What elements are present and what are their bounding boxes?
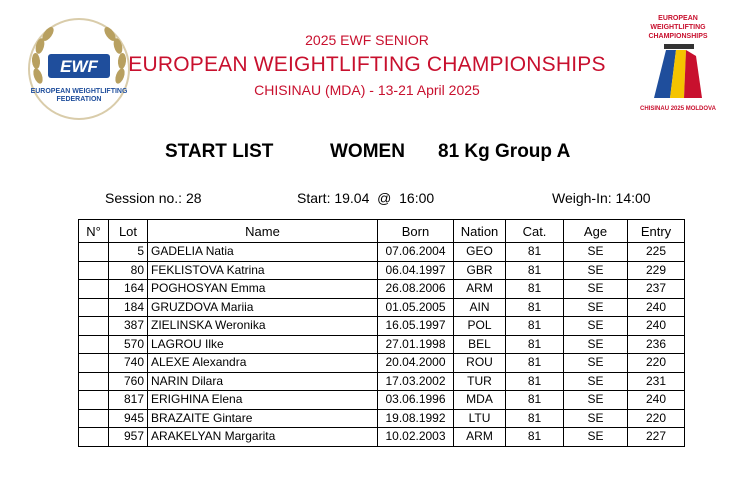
category-heading: 81 Kg Group A	[438, 141, 571, 162]
cell-cat: 81	[506, 298, 564, 317]
col-header-age: Age	[564, 220, 628, 243]
cell-born: 06.04.1997	[378, 261, 454, 280]
cell-entry: 240	[628, 298, 685, 317]
cell-entry: 240	[628, 391, 685, 410]
cell-entry: 220	[628, 409, 685, 428]
cell-entry: 229	[628, 261, 685, 280]
cell-lot: 570	[109, 335, 148, 354]
start-list-heading: START LIST	[165, 141, 274, 162]
cell-name: NARIN Dilara	[148, 372, 378, 391]
table-row	[79, 317, 685, 336]
col-header-name: Name	[148, 220, 378, 243]
cell-cat: 81	[506, 261, 564, 280]
cell-nation: BEL	[454, 335, 506, 354]
cell-name: FEKLISTOVA Katrina	[148, 261, 378, 280]
cell-lot: 760	[109, 372, 148, 391]
cell-age: SE	[564, 335, 628, 354]
cell-lot: 387	[109, 317, 148, 336]
cell-born: 17.03.2002	[378, 372, 454, 391]
cell-no	[79, 409, 109, 428]
cell-cat: 81	[506, 243, 564, 262]
event-location: CHISINAU (MDA) - 13-21 April 2025	[254, 82, 480, 98]
cell-born: 10.02.2003	[378, 428, 454, 447]
table-row	[79, 391, 685, 410]
cell-no	[79, 391, 109, 410]
cell-cat: 81	[506, 428, 564, 447]
championship-logo	[634, 14, 722, 118]
cell-lot: 957	[109, 428, 148, 447]
cell-no	[79, 335, 109, 354]
cell-name: GRUZDOVA Mariia	[148, 298, 378, 317]
cell-born: 07.06.2004	[378, 243, 454, 262]
cell-lot: 945	[109, 409, 148, 428]
cell-nation: ROU	[454, 354, 506, 373]
cell-cat: 81	[506, 391, 564, 410]
cell-born: 19.08.1992	[378, 409, 454, 428]
cell-name: POGHOSYAN Emma	[148, 280, 378, 299]
table-row	[79, 428, 685, 447]
table-row	[79, 280, 685, 299]
col-header-entry: Entry	[628, 220, 685, 243]
cell-no	[79, 243, 109, 262]
cell-cat: 81	[506, 317, 564, 336]
start-time: Start: 19.04 @ 16:00	[297, 190, 435, 206]
cell-entry: 236	[628, 335, 685, 354]
cell-no	[79, 261, 109, 280]
cell-born: 27.01.1998	[378, 335, 454, 354]
cell-name: ARAKELYAN Margarita	[148, 428, 378, 447]
weigh-in-time: Weigh-In: 14:00	[552, 190, 651, 206]
cell-entry: 240	[628, 317, 685, 336]
cell-age: SE	[564, 391, 628, 410]
cell-lot: 5	[109, 243, 148, 262]
cell-age: SE	[564, 261, 628, 280]
cell-lot: 817	[109, 391, 148, 410]
cell-entry: 227	[628, 428, 685, 447]
cell-name: ERIGHINA Elena	[148, 391, 378, 410]
start-list-table	[78, 219, 685, 447]
cell-nation: LTU	[454, 409, 506, 428]
cell-name: GADELIA Natia	[148, 243, 378, 262]
cell-nation: ARM	[454, 428, 506, 447]
cell-nation: TUR	[454, 372, 506, 391]
cell-no	[79, 317, 109, 336]
cell-nation: AIN	[454, 298, 506, 317]
table-row	[79, 335, 685, 354]
cell-no	[79, 298, 109, 317]
cell-name: ALEXE Alexandra	[148, 354, 378, 373]
table-row	[79, 298, 685, 317]
cell-no	[79, 354, 109, 373]
cell-cat: 81	[506, 354, 564, 373]
event-title: EUROPEAN WEIGHTLIFTING CHAMPIONSHIPS	[128, 53, 606, 76]
cell-age: SE	[564, 317, 628, 336]
col-header-no: N°	[79, 220, 109, 243]
col-header-cat: Cat.	[506, 220, 564, 243]
table-row	[79, 243, 685, 262]
cell-entry: 225	[628, 243, 685, 262]
event-logo-text: EUROPEAN WEIGHTLIFTING CHAMPIONSHIPS	[648, 15, 708, 40]
cell-nation: POL	[454, 317, 506, 336]
cell-age: SE	[564, 298, 628, 317]
federation-logo-text: EUROPEAN WEIGHTLIFTING FEDERATION	[30, 88, 128, 103]
cell-age: SE	[564, 428, 628, 447]
cell-nation: ARM	[454, 280, 506, 299]
cell-entry: 220	[628, 354, 685, 373]
cell-no	[79, 280, 109, 299]
cell-age: SE	[564, 372, 628, 391]
cell-cat: 81	[506, 409, 564, 428]
logo-mark-text: EWF	[60, 57, 98, 76]
cell-cat: 81	[506, 372, 564, 391]
table-row	[79, 354, 685, 373]
table-header-row	[79, 220, 685, 243]
event-subtitle: 2025 EWF SENIOR	[305, 32, 429, 48]
cell-nation: GEO	[454, 243, 506, 262]
session-number: Session no.: 28	[105, 190, 202, 206]
cell-born: 03.06.1996	[378, 391, 454, 410]
cell-lot: 184	[109, 298, 148, 317]
cell-nation: MDA	[454, 391, 506, 410]
cell-lot: 164	[109, 280, 148, 299]
cell-age: SE	[564, 354, 628, 373]
cell-no	[79, 428, 109, 447]
table-row	[79, 409, 685, 428]
cell-born: 16.05.1997	[378, 317, 454, 336]
cell-name: BRAZAITE Gintare	[148, 409, 378, 428]
table-row	[79, 261, 685, 280]
gender-heading: WOMEN	[330, 141, 405, 162]
cell-born: 20.04.2000	[378, 354, 454, 373]
cell-entry: 231	[628, 372, 685, 391]
cell-name: ZIELINSKA Weronika	[148, 317, 378, 336]
cell-name: LAGROU Ilke	[148, 335, 378, 354]
cell-lot: 80	[109, 261, 148, 280]
col-header-lot: Lot	[109, 220, 148, 243]
cell-age: SE	[564, 243, 628, 262]
cell-born: 01.05.2005	[378, 298, 454, 317]
cell-age: SE	[564, 409, 628, 428]
cell-no	[79, 372, 109, 391]
event-logo-subtext: CHISINAU 2025 MOLDOVA	[640, 106, 716, 112]
col-header-born: Born	[378, 220, 454, 243]
cell-cat: 81	[506, 280, 564, 299]
col-header-nation: Nation	[454, 220, 506, 243]
cell-lot: 740	[109, 354, 148, 373]
cell-entry: 237	[628, 280, 685, 299]
cell-cat: 81	[506, 335, 564, 354]
cell-born: 26.08.2006	[378, 280, 454, 299]
table-row	[79, 372, 685, 391]
cell-nation: GBR	[454, 261, 506, 280]
cell-age: SE	[564, 280, 628, 299]
